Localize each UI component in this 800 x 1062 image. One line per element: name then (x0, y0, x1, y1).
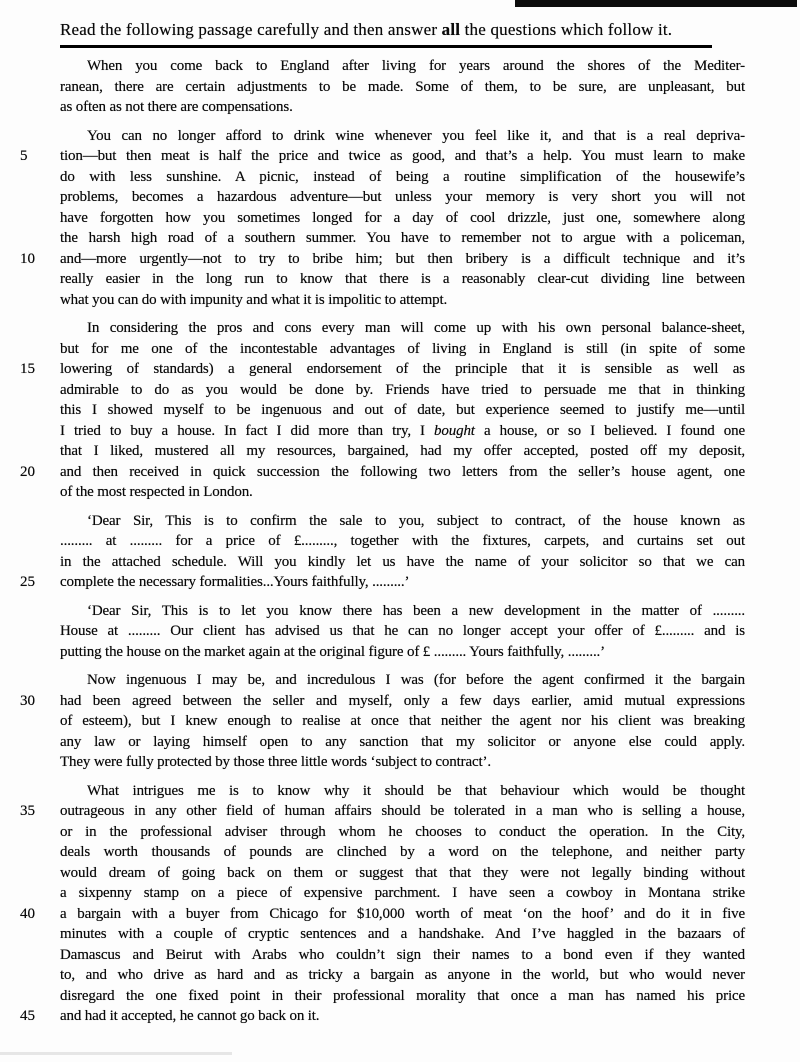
line-text: the harsh high road of a southern summer. You have to remember not to argue with a policeman, (60, 230, 745, 246)
line-text: and—more urgently—not to try to bribe him; but then bribery is a difficult technique and it’s (60, 250, 745, 267)
line-text: what you can do with impunity and what it is impolitic to attempt. (60, 291, 448, 308)
paragraph (60, 56, 745, 118)
passage-line (60, 56, 745, 77)
passage-line (60, 711, 745, 732)
passage-line (60, 552, 745, 573)
passage-line (60, 986, 745, 1007)
paragraph (20, 511, 745, 593)
line-text: What intrigues me is to know why it should be that behaviour which would be thought (87, 782, 745, 799)
line-text: They were fully protected by those three little words ‘subject to contract’. (60, 754, 491, 770)
paragraph (20, 670, 745, 773)
passage-line (20, 1006, 745, 1027)
passage-line (60, 863, 745, 884)
line-number: 35 (20, 803, 35, 819)
passage-line (60, 421, 745, 442)
passage-line (20, 359, 745, 380)
page-content (20, 20, 745, 1027)
line-text: a house, or so I believed. I found one (474, 422, 745, 439)
line-text: of esteem), but I knew enough to realise at once that neither the agent nor his client was breaking (60, 713, 745, 729)
line-text: ‘Dear Sir, This is to confirm the sale to you, subject to contract, of the house known as (87, 512, 745, 529)
paragraph (20, 318, 745, 503)
passage-line (60, 208, 745, 229)
line-text: ‘Dear Sir, This is to let you know there has been a new development in the matter of ......... (87, 602, 745, 619)
line-text: of the most respected in London. (60, 484, 253, 500)
line-text: lowering of standards) a general endorsement of the principle that it is sensible as well as (60, 361, 745, 377)
passage-line (60, 601, 745, 622)
passage-line (20, 572, 745, 593)
passage-line (60, 339, 745, 360)
passage-line (20, 691, 745, 712)
instruction-heading (60, 20, 712, 48)
passage-line (60, 511, 745, 532)
line-text: a sixpenny stamp on a piece of expensive parchment. I have seen a cowboy in Montana strike (60, 885, 745, 901)
line-text: really easier in the long run to know that there is a reasonably clear-cut dividing line between (60, 271, 745, 287)
line-text: I tried to buy a house. In fact I did more than try, I (60, 422, 435, 439)
passage-line (60, 318, 745, 339)
passage-line (60, 945, 745, 966)
passage-line (60, 269, 745, 290)
passage-line (60, 290, 745, 311)
line-text: tion—but then meat is half the price and twice as good, and that’s a help. You must learn to make (60, 148, 745, 164)
paragraph (60, 601, 745, 663)
passage-line (60, 228, 745, 249)
scan-artifact-bottom-left (0, 1052, 232, 1055)
passage-line (60, 77, 745, 98)
passage-line (60, 97, 745, 118)
line-text: do with less sunshine. A picnic, instead of being a routine simplification of the housewife’s (60, 168, 745, 185)
line-text: In considering the pros and cons every man will come up with his own personal balance-sheet, (87, 320, 745, 336)
line-text: disregard the one fixed point in their professional morality that once a man has named his price (60, 987, 745, 1004)
instruction-text: Read the following passage carefully and then answer (60, 20, 442, 39)
passage-line (60, 187, 745, 208)
passage-line (60, 126, 745, 147)
passage-line (20, 462, 745, 483)
line-text: complete the necessary formalities...Yours faithfully, .........’ (60, 574, 410, 590)
line-text: but for me one of the incontestable advantages of living in England is still (in spite of some (60, 340, 745, 357)
passage-line (60, 531, 745, 552)
line-text: this I showed myself to be ingenuous and out of date, but experience seemed to justify me—until (60, 402, 745, 418)
line-number: 45 (20, 1008, 35, 1024)
passage-line (60, 822, 745, 843)
line-text: and then received in quick succession the following two letters from the seller’s house agent, one (60, 463, 745, 480)
line-text: House at ......... Our client has advised us that he can no longer accept your offer of £......... and is (60, 623, 745, 639)
passage-line (20, 146, 745, 167)
passage-line (60, 732, 745, 753)
passage-line (60, 924, 745, 945)
line-text: to, and who drive as hard and as tricky a bargain as anyone in the world, but who would never (60, 967, 745, 983)
line-number: 25 (20, 574, 35, 590)
passage-line (20, 249, 745, 270)
passage-line (60, 781, 745, 802)
line-text: a bargain with a buyer from Chicago for $10,000 worth of meat ‘on the hoof’ and do it in five (60, 905, 745, 922)
passage-line (20, 904, 745, 925)
passage-line (60, 482, 745, 503)
passage-line (60, 441, 745, 462)
passage-line (20, 801, 745, 822)
passage-line (60, 621, 745, 642)
line-text: have forgotten how you sometimes longed for a day of cool drizzle, just one, somewhere along (60, 209, 745, 226)
line-text: in the attached schedule. Will you kindly let us have the name of your solicitor so that we can (60, 553, 745, 570)
line-text: and had it accepted, he cannot go back on it. (60, 1008, 320, 1024)
scan-artifact-top-right (515, 0, 797, 7)
paragraph (20, 126, 745, 311)
line-text: ......... at ......... for a price of £........., together with the fixtures, carpets, and curtains set out (60, 533, 745, 549)
line-number: 40 (20, 905, 35, 922)
line-text: would dream of going back on them or suggest that that they were not legally binding without (60, 864, 745, 881)
instruction-bold-word: all (441, 20, 461, 39)
line-number: 5 (20, 148, 28, 164)
passage-line (60, 752, 745, 773)
line-text: You can no longer afford to drink wine whenever you feel like it, and that is a real depriva- (87, 127, 745, 144)
line-text: Now ingenuous I may be, and incredulous I was (for before the agent confirmed it the bargain (87, 672, 745, 688)
line-text: putting the house on the market again at the original figure of £ ......... Yours faithfully, .........’ (60, 643, 605, 660)
passage-line (60, 167, 745, 188)
line-text: had been agreed between the seller and myself, only a few days earlier, amid mutual expressions (60, 692, 745, 709)
passage-line (60, 642, 745, 663)
line-text: that I liked, mustered all my resources, bargained, had my offer accepted, posted off my deposit, (60, 443, 745, 459)
line-text: ranean, there are certain adjustments to be made. Some of them, to be sure, are unpleasant, but (60, 78, 745, 95)
instruction-text: the questions which follow it. (460, 20, 673, 39)
line-number: 20 (20, 463, 35, 480)
line-number: 10 (20, 250, 35, 267)
line-number: 15 (20, 361, 35, 377)
line-text: as often as not there are compensations. (60, 99, 293, 115)
passage-line (60, 965, 745, 986)
line-number: 30 (20, 692, 35, 709)
line-text: deals worth thousands of pounds are clinched by a word on the telephone, and neither party (60, 844, 745, 860)
passage (20, 56, 745, 1027)
line-text: When you come back to England after living for years around the shores of the Mediter- (87, 58, 745, 74)
line-text: admirable to do as you would be done by. Friends have tried to persuade me that in thinking (60, 381, 745, 398)
line-text: any law or laying himself open to any sanction that my solicitor or anyone else could apply. (60, 733, 745, 750)
paragraph (20, 781, 745, 1027)
passage-line (60, 400, 745, 421)
line-text: problems, becomes a hazardous adventure—but unless your memory is very short you will not (60, 189, 745, 205)
passage-line (60, 380, 745, 401)
italic-text: bought (434, 422, 475, 439)
line-text: outrageous in any other field of human affairs should be tolerated in a man who is selling a house, (60, 803, 745, 819)
passage-line (60, 883, 745, 904)
passage-line (60, 842, 745, 863)
line-text: Damascus and Beirut with Arabs who couldn’t sign their names to a bond even if they wanted (60, 946, 745, 963)
line-text: minutes with a couple of cryptic sentences and a handshake. And I’ve haggled in the bazaars of (60, 926, 745, 942)
passage-line (60, 670, 745, 691)
line-text: or in the professional adviser through whom he chooses to conduct the operation. In the City, (60, 823, 745, 840)
